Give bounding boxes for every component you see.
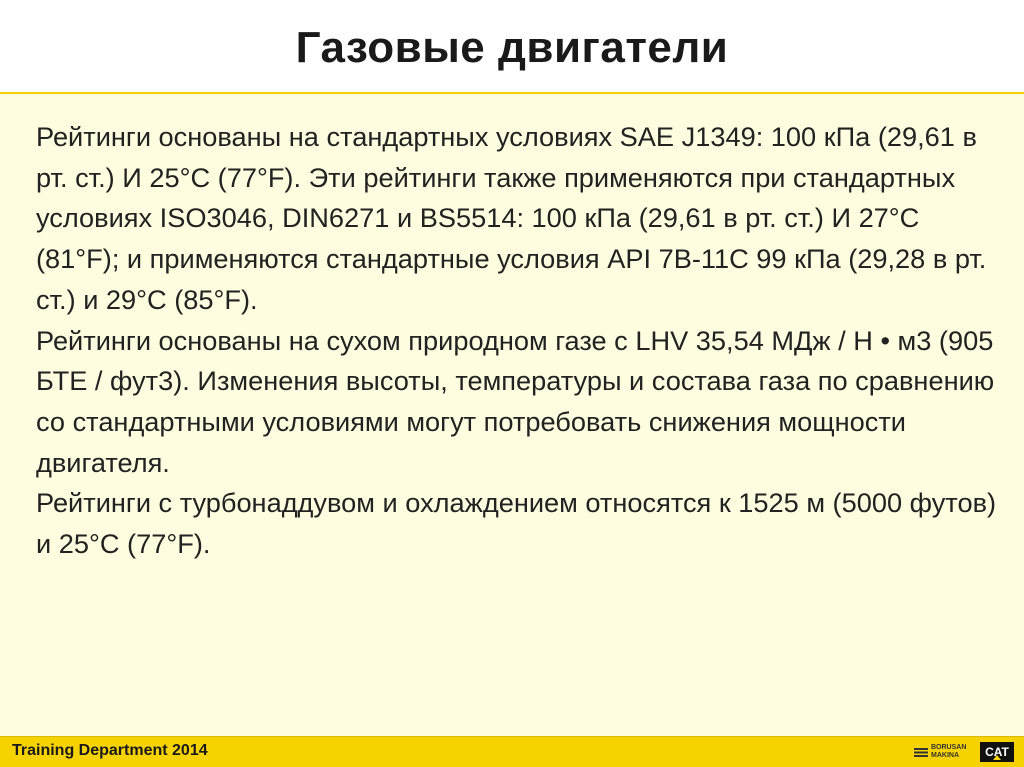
borusan-mark-icon	[914, 747, 928, 757]
borusan-logo-line1: BORUSAN	[931, 744, 967, 751]
paragraph-turbocharged: Рейтинги с турбонаддувом и охлаждением относятся к 1525 м (5000 футов) и 25°C (77°F).	[36, 487, 997, 560]
borusan-logo-line2: MAKINA	[931, 752, 959, 759]
paragraph-standard-conditions: Рейтинги основаны на стандартных условиях SAE J1349: 100 кПа (29,61 в рт. ст.) И 25°C (77°F). Эти рейтинги также применяются при стандартных условиях ISO3046, DIN6271 и BS5514: 100 кПа (29,61 в рт. ст.) И 27°C (81°F); и применяются стандартные условия API 7B-11C 99 кПа (29,28 в рт. ст.) и 29°C (85°F).	[36, 121, 987, 315]
body-text	[36, 117, 1001, 565]
footer-bar	[0, 736, 1024, 767]
footer-label: Training Department 2014	[12, 742, 208, 759]
slide-title: Газовые двигатели	[295, 23, 729, 72]
paragraph-natural-gas: Рейтинги основаны на сухом природном газе с LHV 35,54 МДж / Н • м3 (905 БТЕ / фут3). Изменения высоты, температуры и состава газа по сравнению со стандартными условиями могут потребовать снижения мощности двигателя.	[36, 324, 995, 478]
content-panel	[0, 92, 1024, 736]
borusan-logo-text	[931, 744, 966, 760]
borusan-logo	[914, 743, 972, 761]
cat-logo: CAT	[980, 742, 1014, 762]
title-bar	[0, 0, 1024, 92]
